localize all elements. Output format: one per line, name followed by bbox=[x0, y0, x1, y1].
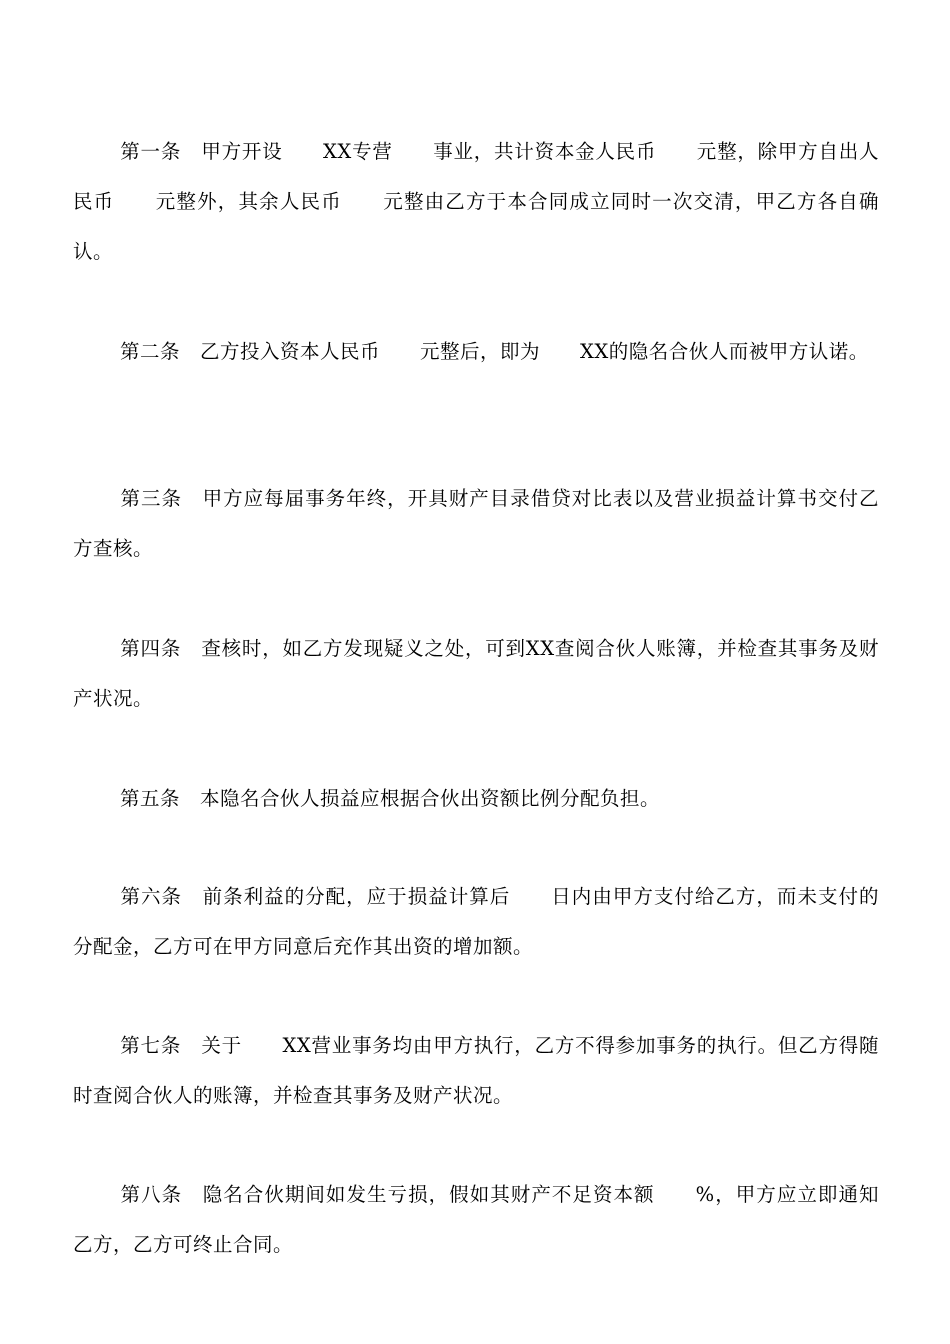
clause-2 bbox=[73, 327, 879, 377]
clause-8-text: 第八条 隐名合伙期间如发生亏损，假如其财产不足资本额 %，甲方应立即通知乙方，乙方可终止合同。 bbox=[73, 1183, 879, 1256]
clause-5-text: 第五条 本隐名合伙人损益应根据合伙出资额比例分配负担。 bbox=[120, 787, 661, 810]
clause-8 bbox=[73, 1170, 879, 1270]
clause-1-text: 第一条 甲方开设 XX专营 事业，共计资本金人民币 元整，除甲方自出人民币 元整外，其余人民币 元整由乙方于本合同成立同时一次交清，甲乙方各自确认。 bbox=[73, 140, 879, 263]
clause-1 bbox=[73, 127, 879, 277]
clause-2-text: 第二条 乙方投入资本人民币 元整后，即为 XX的隐名合伙人而被甲方认诺。 bbox=[120, 340, 869, 363]
clause-7 bbox=[73, 1021, 879, 1121]
clause-4 bbox=[73, 624, 879, 724]
clause-4-text: 第四条 查核时，如乙方发现疑义之处，可到XX查阅合伙人账簿，并检查其事务及财产状况。 bbox=[73, 637, 879, 710]
clause-3 bbox=[73, 474, 879, 574]
clause-6-text: 第六条 前条利益的分配，应于损益计算后 日内由甲方支付给乙方，而未支付的分配金，乙方可在甲方同意后充作其出资的增加额。 bbox=[73, 885, 879, 958]
clause-5 bbox=[73, 774, 879, 824]
clause-7-text: 第七条 关于 XX营业事务均由甲方执行，乙方不得参加事务的执行。但乙方得随时查阅合伙人的账簿，并检查其事务及财产状况。 bbox=[73, 1034, 879, 1107]
clause-3-text: 第三条 甲方应每届事务年终，开具财产目录借贷对比表以及营业损益计算书交付乙方查核。 bbox=[73, 487, 879, 560]
clause-6 bbox=[73, 872, 879, 972]
